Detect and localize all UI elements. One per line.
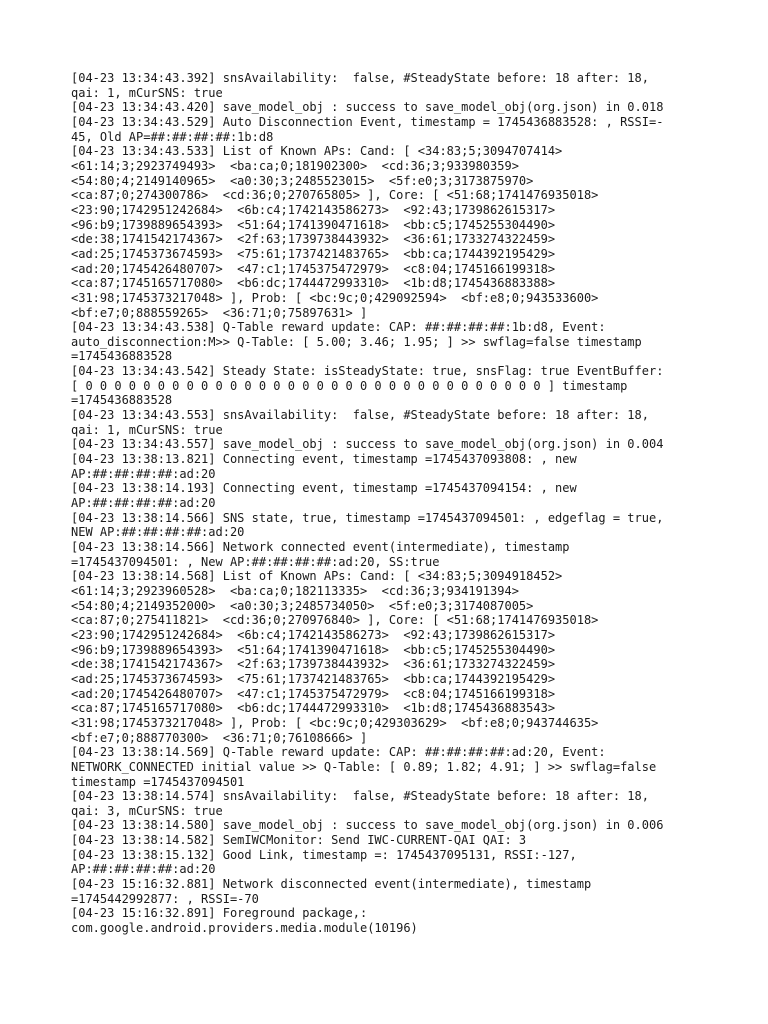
log-line: AP:##:##:##:##:ad:20 [71,862,216,877]
log-line: <61:14;3;2923960528> <ba:ca;0;182113335> <cd:36;3;934191394> [71,583,519,598]
log-line: <ca:87;1745165717080> <b6:dc;1744472993310> <1b:d8;1745436883388> [71,276,556,291]
log-line: [04-23 13:38:15.132] Good Link, timestamp =: 1745437095131, RSSI:-127, [71,847,577,862]
log-line: [04-23 15:16:32.881] Network disconnected event(intermediate), timestamp [71,877,592,892]
log-line: =1745436883528 [71,349,173,364]
log-line: <ca:87;0;275411821> <cd:36;0;270976840> ], Core: [ <51:68;1741476935018> [71,613,599,628]
log-line: [04-23 13:38:13.821] Connecting event, timestamp =1745437093808: , new [71,452,577,467]
log-line: 45, Old AP=##:##:##:##:1b:d8 [71,129,274,144]
log-line: [04-23 13:34:43.420] save_model_obj : success to save_model_obj(org.json) in 0.018 [71,100,664,115]
log-line: [04-23 15:16:32.891] Foreground package,: [71,906,368,921]
log-line: NETWORK_CONNECTED initial value >> Q-Table: [ 0.89; 1.82; 4.91; ] >> swflag=false [71,759,657,774]
log-line: AP:##:##:##:##:ad:20 [71,496,216,511]
log-line: [04-23 13:34:43.529] Auto Disconnection Event, timestamp = 1745436883528: , RSSI=- [71,114,664,129]
log-line: [04-23 13:38:14.193] Connecting event, timestamp =1745437094154: , new [71,481,577,496]
log-line: [04-23 13:34:43.557] save_model_obj : success to save_model_obj(org.json) in 0.004 [71,437,664,452]
log-text-block [71,71,711,936]
log-line: <ca:87;0;274300786> <cd:36;0;270765805> ], Core: [ <51:68;1741476935018> [71,188,599,203]
log-line: [04-23 13:38:14.582] SemIWCMonitor: Send IWC-CURRENT-QAI QAI: 3 [71,833,527,848]
log-line: [ 0 0 0 0 0 0 0 0 0 0 0 0 0 0 0 0 0 0 0 0 0 0 0 0 0 0 0 0 0 0 0 0 ] timestamp [71,378,628,393]
log-line: <ad:25;1745373674593> <75:61;1737421483765> <bb:ca;1744392195429> [71,671,556,686]
log-line: <23:90;1742951242684> <6b:c4;1742143586273> <92:43;1739862615317> [71,627,556,642]
log-line: <ad:20;1745426480707> <47:c1;1745375472979> <c8:04;1745166199318> [71,261,556,276]
log-line: qai: 1, mCurSNS: true [71,85,223,100]
log-line: <ad:20;1745426480707> <47:c1;1745375472979> <c8:04;1745166199318> [71,686,556,701]
log-line: [04-23 13:38:14.580] save_model_obj : success to save_model_obj(org.json) in 0.006 [71,818,664,833]
log-line: [04-23 13:38:14.568] List of Known APs: Cand: [ <34:83;5;3094918452> [71,569,563,584]
log-line: <bf:e7;0;888559265> <36:71;0;75897631> ] [71,305,368,320]
log-line: <54:80;4;2149140965> <a0:30;3;2485523015> <5f:e0;3;3173875970> [71,173,534,188]
log-line: <23:90;1742951242684> <6b:c4;1742143586273> <92:43;1739862615317> [71,202,556,217]
log-line: <96:b9;1739889654393> <51:64;1741390471618> <bb:c5;1745255304490> [71,217,556,232]
log-line: com.google.android.providers.media.module(10196) [71,921,418,936]
log-line: <bf:e7;0;888770300> <36:71;0;76108666> ] [71,730,368,745]
log-line: [04-23 13:34:43.392] snsAvailability: false, #SteadyState before: 18 after: 18, [71,71,649,85]
log-line: <61:14;3;2923749493> <ba:ca;0;181902300> <cd:36;3;933980359> [71,158,519,173]
log-line: <ca:87;1745165717080> <b6:dc;1744472993310> <1b:d8;1745436883543> [71,701,556,716]
log-line: =1745442992877: , RSSI=-70 [71,891,259,906]
log-line: =1745436883528 [71,393,173,408]
log-line: auto_disconnection:M>> Q-Table: [ 5.00; 3.46; 1.95; ] >> swflag=false timestamp [71,334,642,349]
log-line: <31:98;1745373217048> ], Prob: [ <bc:9c;0;429092594> <bf:e8;0;943533600> [71,290,599,305]
log-line: <de:38;1741542174367> <2f:63;1739738443932> <36:61;1733274322459> [71,657,556,672]
log-line: [04-23 13:34:43.538] Q-Table reward update: CAP: ##:##:##:##:1b:d8, Event: [71,320,606,335]
log-line: [04-23 13:38:14.569] Q-Table reward update: CAP: ##:##:##:##:ad:20, Event: [71,745,606,760]
log-line: AP:##:##:##:##:ad:20 [71,466,216,481]
log-line: <54:80;4;2149352000> <a0:30;3;2485734050> <5f:e0;3;3174087005> [71,598,534,613]
log-line: <ad:25;1745373674593> <75:61;1737421483765> <bb:ca;1744392195429> [71,246,556,261]
log-line: =1745437094501: , New AP:##:##:##:##:ad:20, SS:true [71,554,440,569]
log-line: [04-23 13:34:43.533] List of Known APs: Cand: [ <34:83;5;3094707414> [71,144,563,159]
log-line: <96:b9;1739889654393> <51:64;1741390471618> <bb:c5;1745255304490> [71,642,556,657]
log-line: qai: 1, mCurSNS: true [71,422,223,437]
log-line: <31:98;1745373217048> ], Prob: [ <bc:9c;0;429303629> <bf:e8;0;943744635> [71,715,599,730]
log-line: <de:38;1741542174367> <2f:63;1739738443932> <36:61;1733274322459> [71,232,556,247]
log-line: NEW AP:##:##:##:##:ad:20 [71,525,245,540]
log-line: qai: 3, mCurSNS: true [71,803,223,818]
log-line: [04-23 13:34:43.542] Steady State: isSteadyState: true, snsFlag: true EventBuffer: [71,364,664,379]
log-line: timestamp =1745437094501 [71,774,245,789]
log-line: [04-23 13:38:14.566] SNS state, true, timestamp =1745437094501: , edgeflag = true, [71,510,664,525]
log-line: [04-23 13:38:14.566] Network connected event(intermediate), timestamp [71,540,570,554]
log-line: [04-23 13:38:14.574] snsAvailability: false, #SteadyState before: 18 after: 18, [71,789,649,804]
log-line: [04-23 13:34:43.553] snsAvailability: false, #SteadyState before: 18 after: 18, [71,408,649,423]
